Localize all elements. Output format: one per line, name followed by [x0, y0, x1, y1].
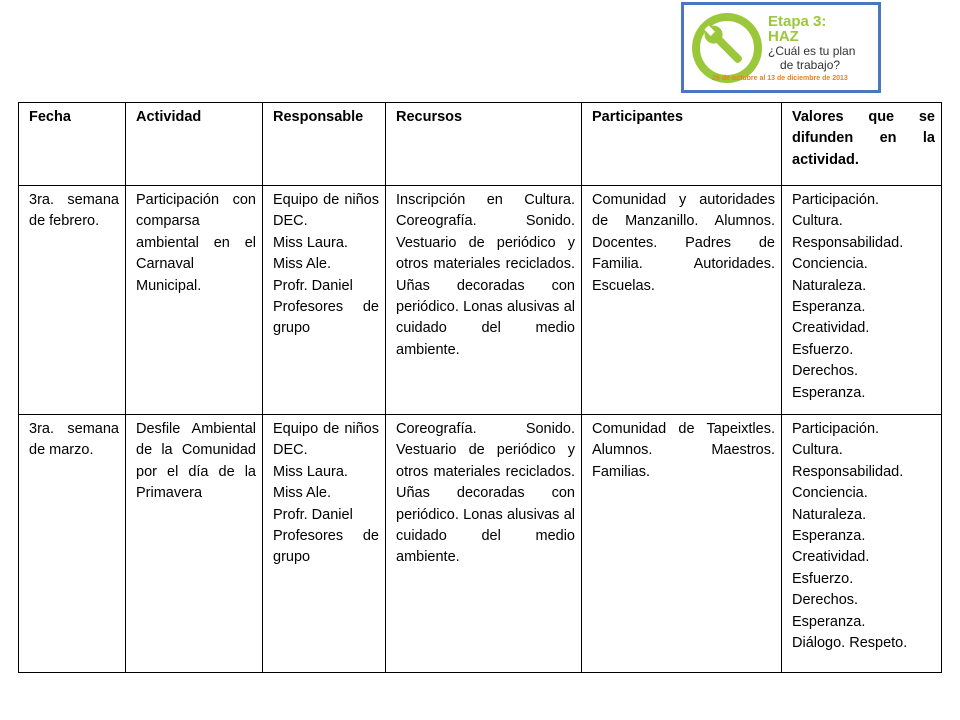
header-recursos: Recursos — [386, 103, 582, 186]
activity-plan-table — [18, 102, 942, 673]
header-fecha: Fecha — [19, 103, 126, 186]
cell-recursos: Inscripción en Cultura. Coreografía. Sonido. Vestuario de periódico y otros materiales reciclados. Uñas decoradas con periódico. Lonas alusivas al cuidado del medio ambiente. — [386, 186, 582, 415]
table-header-row — [19, 103, 942, 186]
logo-stage-label: Etapa 3: — [768, 13, 827, 30]
cell-valores: Participación. Cultura. Responsabilidad. Conciencia. Naturaleza. Esperanza. Creatividad. Esfuerzo. Derechos. Esperanza. Diálogo. Respeto. — [782, 415, 942, 673]
header-actividad: Actividad — [126, 103, 263, 186]
table-row — [19, 186, 942, 415]
logo-dates: 28 de octubre al 13 de diciembre de 2013 — [712, 75, 848, 82]
logo-question-line2: de trabajo? — [780, 58, 841, 72]
cell-actividad: Desfile Ambiental de la Comunidad por el día de la Primavera — [126, 415, 263, 673]
logo-question-line1: ¿Cuál es tu plan — [768, 44, 856, 58]
cell-responsable: Equipo de niños DEC. Miss Laura. Miss Ale. Profr. Daniel Profesores de grupo — [263, 186, 386, 415]
cell-participantes: Comunidad y autoridades de Manzanillo. Alumnos. Docentes. Padres de Familia. Autoridades. Escuelas. — [582, 186, 782, 415]
header-responsable: Responsable — [263, 103, 386, 186]
header-participantes: Participantes — [582, 103, 782, 186]
cell-fecha: 3ra. semana de febrero. — [19, 186, 126, 415]
cell-actividad: Participación con comparsa ambiental en el Carnaval Municipal. — [126, 186, 263, 415]
stage-logo — [681, 2, 881, 93]
cell-participantes: Comunidad de Tapeixtles. Alumnos. Maestros. Familias. — [582, 415, 782, 673]
cell-fecha: 3ra. semana de marzo. — [19, 415, 126, 673]
table-row — [19, 415, 942, 673]
cell-recursos: Coreografía. Sonido. Vestuario de periódico y otros materiales reciclados. Uñas decoradas con periódico. Lonas alusivas al cuidado del medio ambiente. — [386, 415, 582, 673]
logo-title: HAZ — [768, 28, 799, 45]
cell-responsable: Equipo de niños DEC. Miss Laura. Miss Ale. Profr. Daniel Profesores de grupo — [263, 415, 386, 673]
header-valores: Valores que se difunden en la actividad. — [782, 103, 942, 186]
cell-valores: Participación. Cultura. Responsabilidad. Conciencia. Naturaleza. Esperanza. Creatividad. Esfuerzo. Derechos. Esperanza. — [782, 186, 942, 415]
